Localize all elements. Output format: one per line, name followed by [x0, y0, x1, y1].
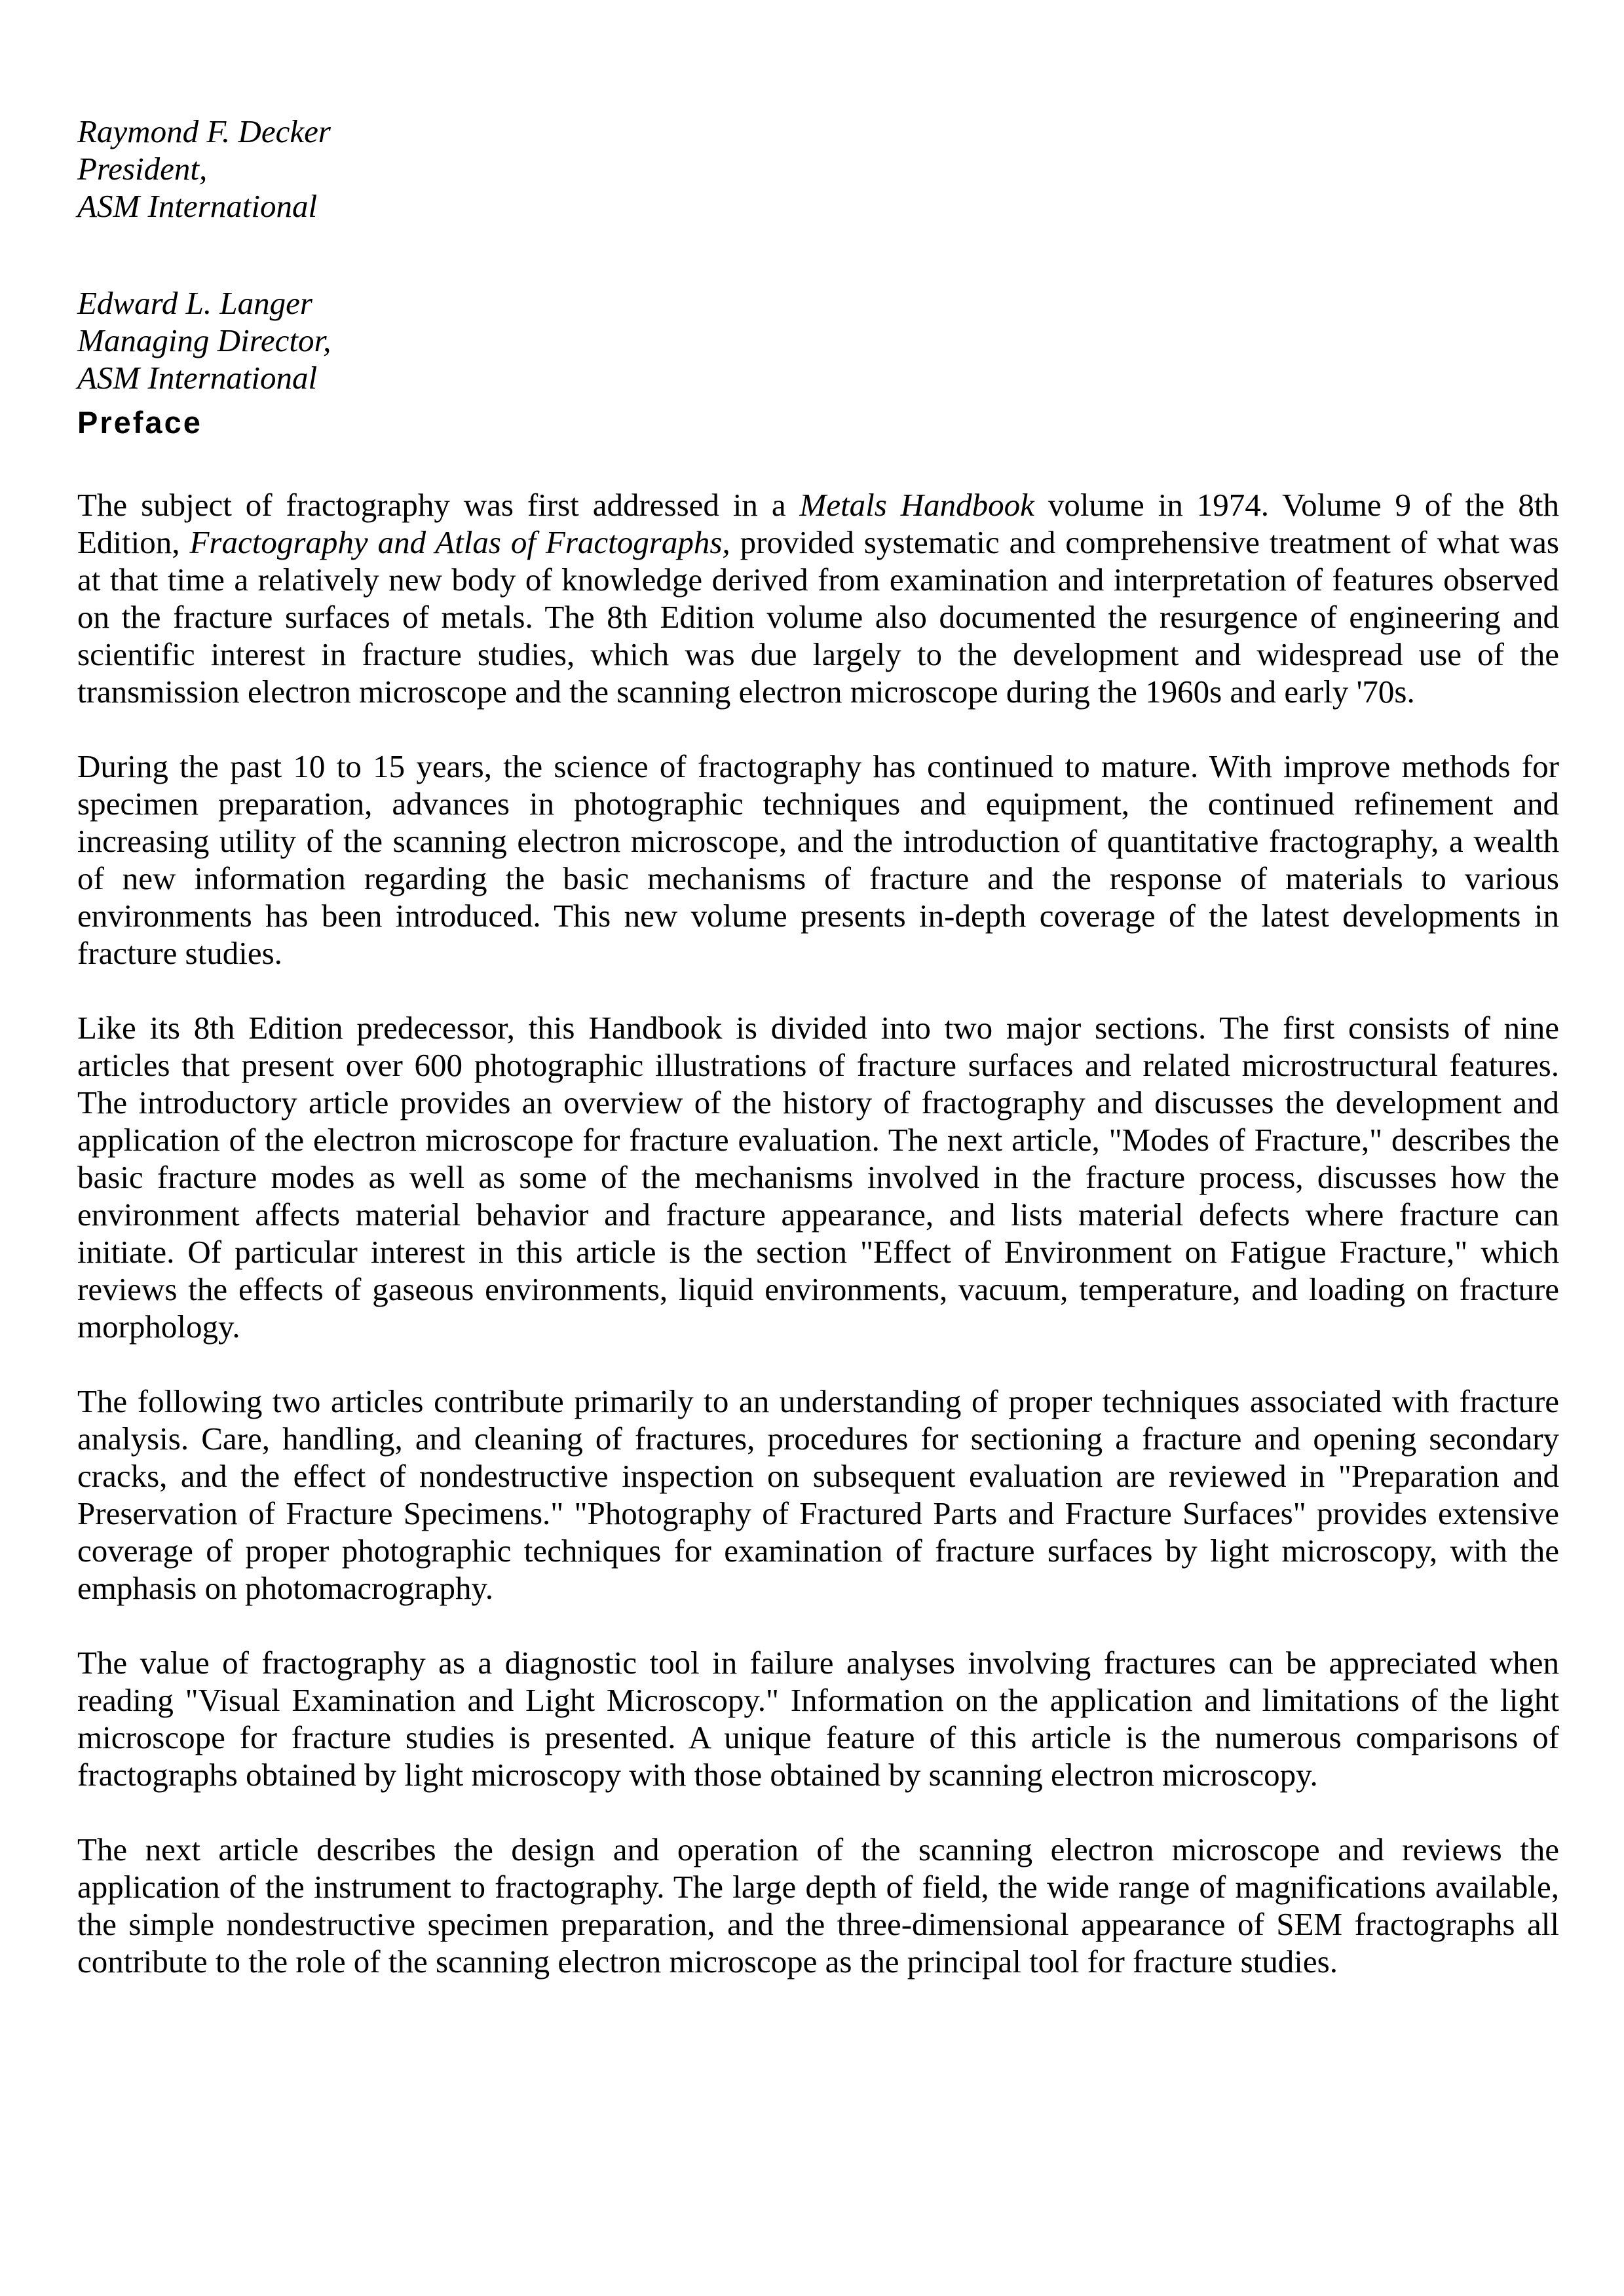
signatory-name: Edward L. Langer [77, 285, 312, 321]
text-run: During the past 10 to 15 years, the science of fractography has continued to mature. With improve methods for specimen preparation, advances in photographic techniques and equipment, the continued refinement and increasing utility of the scanning electron microscope, and the introduction of quantitative fractography, a wealth of new information regarding the basic mechanisms of fracture and the response of materials to various environments has been introduced. This new volume presents in-depth coverage of the latest developments in fracture studies. [77, 748, 1559, 971]
text-run: The next article describes the design and operation of the scanning electron microscope and reviews the application of the instrument to fractography. The large depth of field, the wide range of magnifications available, the simple nondestructive specimen preparation, and the three-dimensional appearance of SEM fractographs all contribute to the role of the scanning electron microscope as the principal tool for fracture studies. [77, 1831, 1559, 1980]
signature-block-president [77, 113, 1559, 225]
signatory-title: President, [77, 151, 208, 187]
text-run: Like its 8th Edition predecessor, this Handbook is divided into two major sections. The first consists of nine articles that present over 600 photographic illustrations of fracture surfaces and related microstructural features. The introductory article provides an overview of the history of fractography and discusses the development and application of the electron microscope for fracture evaluation. The next article, "Modes of Fracture," describes the basic fracture modes as well as some of the mechanisms involved in the fracture process, discusses how the environment affects material behavior and fracture appearance, and lists material defects where fracture can initiate. Of particular interest in this article is the section "Effect of Environment on Fatigue Fracture," which reviews the effects of gaseous environments, liquid environments, vacuum, temperature, and loading on fracture morphology. [77, 1010, 1559, 1345]
paragraph [77, 1831, 1559, 1980]
signatory-organization: ASM International [77, 188, 318, 224]
paragraph [77, 1009, 1559, 1345]
italic-title: Fractography and Atlas of Fractographs, [189, 524, 730, 560]
italic-title: Metals Handbook [799, 487, 1034, 523]
paragraph [77, 1644, 1559, 1793]
signature-block-managing-director [77, 284, 1559, 396]
section-heading-preface: Preface [77, 405, 202, 440]
signatory-name: Raymond F. Decker [77, 113, 331, 149]
paragraph [77, 1383, 1559, 1607]
text-run: volume in 1974. Volume 9 of the 8th Edition, [77, 487, 1560, 560]
text-run: provided systematic and comprehensive treatment of what was at that time a relatively new body of knowledge derived from examination and interpretation of features observed on the fracture surfaces of metals. The 8th Edition volume also documented the resurgence of engineering and scientific interest in fracture studies, which was due largely to the development and widespread use of the transmission electron microscope and the scanning electron microscope during the 1960s and early '70s. [77, 524, 1559, 710]
signatory-title: Managing Director, [77, 322, 331, 358]
paragraph [77, 486, 1559, 710]
preface-body [77, 486, 1559, 1980]
text-run: The following two articles contribute primarily to an understanding of proper techniques associated with fracture analysis. Care, handling, and cleaning of fractures, procedures for sectioning a fracture and opening secondary cracks, and the effect of nondestructive inspection on subsequent evaluation are reviewed in "Preparation and Preservation of Fracture Specimens." "Photography of Fractured Parts and Fracture Surfaces" provides extensive coverage of proper photographic techniques for examination of fracture surfaces by light microscopy, with the emphasis on photomacrography. [77, 1383, 1559, 1606]
document-page [77, 113, 1559, 2018]
text-run: The value of fractography as a diagnostic tool in failure analyses involving fractures can be appreciated when reading "Visual Examination and Light Microscopy." Information on the application and limitations of the light microscope for fracture studies is presented. A unique feature of this article is the numerous comparisons of fractographs obtained by light microscopy with those obtained by scanning electron microscopy. [77, 1645, 1559, 1793]
signatory-organization: ASM International [77, 360, 318, 396]
paragraph [77, 748, 1559, 972]
text-run: The subject of fractography was first addressed in a [77, 487, 800, 523]
